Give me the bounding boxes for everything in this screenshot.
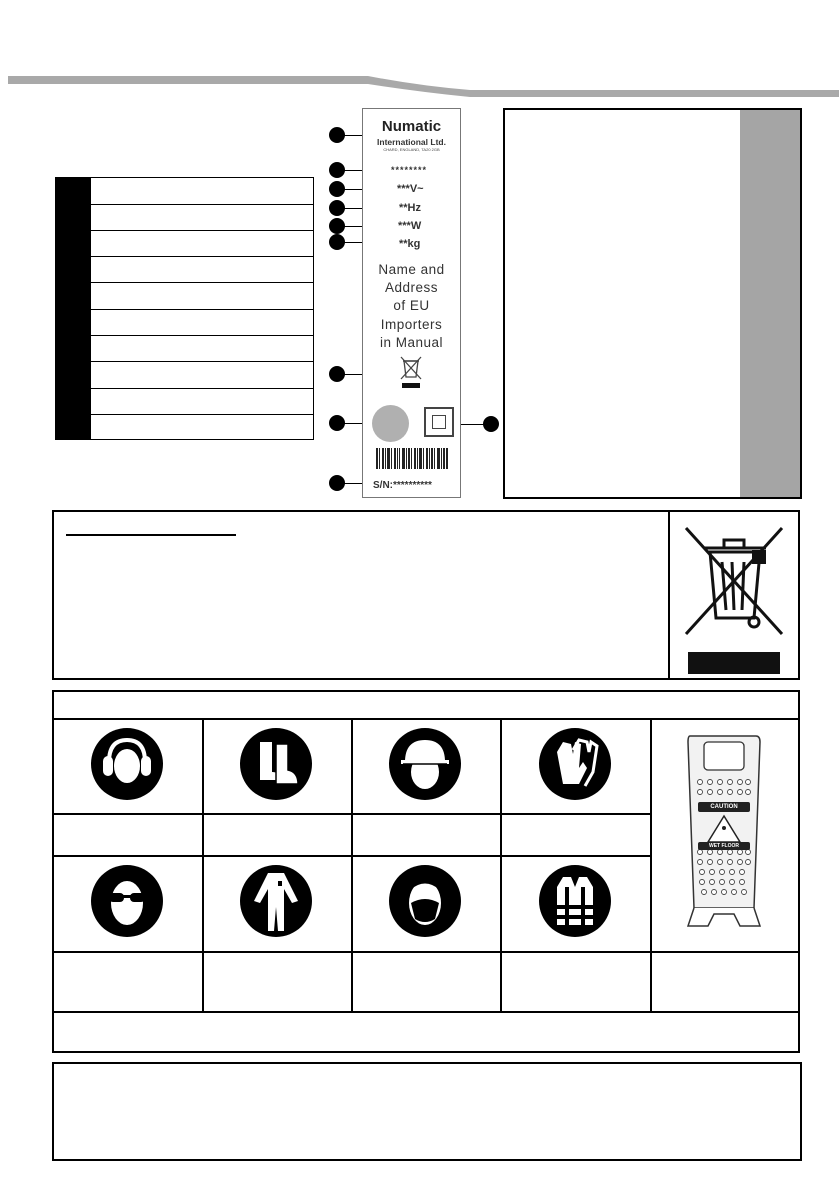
plate-model-code: ******** [391, 165, 428, 175]
hi-vis-vest-icon [539, 865, 611, 937]
index-row [91, 231, 313, 257]
weee-heading-underline [66, 522, 236, 536]
index-row [91, 415, 313, 440]
plate-weight: **kg [399, 238, 421, 250]
double-insulation-icon [424, 407, 454, 437]
plate-brand: Numatic [381, 118, 442, 135]
index-row [91, 336, 313, 362]
rating-plate-index-table [55, 177, 314, 440]
safety-boots-icon [240, 728, 312, 800]
plate-importer-note: Name and Address of EU Importers in Manual [378, 262, 445, 350]
plate-grey-circle [372, 405, 409, 442]
index-row [91, 257, 313, 283]
protective-gloves-icon [539, 728, 611, 800]
plate-frequency: **Hz [399, 202, 422, 214]
wet-floor-bottom-text: WET FLOOR [709, 843, 739, 849]
plate-weee-icon [399, 355, 423, 389]
plate-company: International Ltd. [377, 137, 446, 147]
index-row [91, 283, 313, 310]
wet-floor-caution-text: CAUTION [710, 804, 738, 810]
index-row [91, 205, 313, 231]
info-panel [503, 108, 802, 499]
note-box [52, 1062, 802, 1161]
index-row [91, 178, 313, 205]
header-band [0, 70, 839, 102]
plate-barcode [376, 448, 448, 469]
ppe-requirements-grid [52, 690, 800, 1053]
weee-disposal-section [52, 510, 800, 680]
crossed-out-wheelie-bin-icon [682, 522, 786, 674]
rating-plate [362, 108, 461, 498]
index-row [91, 310, 313, 336]
caution-wet-floor-sign-icon [684, 732, 764, 928]
protective-coverall-icon [240, 865, 312, 937]
index-row [91, 362, 313, 389]
plate-voltage: ***V~ [397, 183, 424, 195]
ear-protection-icon [91, 728, 163, 800]
eye-protection-icon [91, 865, 163, 937]
index-number-column [56, 178, 91, 439]
safety-helmet-icon [389, 728, 461, 800]
grey-side-tab [740, 110, 800, 497]
index-row [91, 389, 313, 415]
callout-dot [483, 416, 499, 432]
plate-serial: S/N:********** [373, 480, 432, 491]
plate-power: ***W [398, 220, 422, 232]
plate-address: CHARD, ENGLAND, TA20 2GB [383, 147, 440, 152]
face-mask-icon [389, 865, 461, 937]
